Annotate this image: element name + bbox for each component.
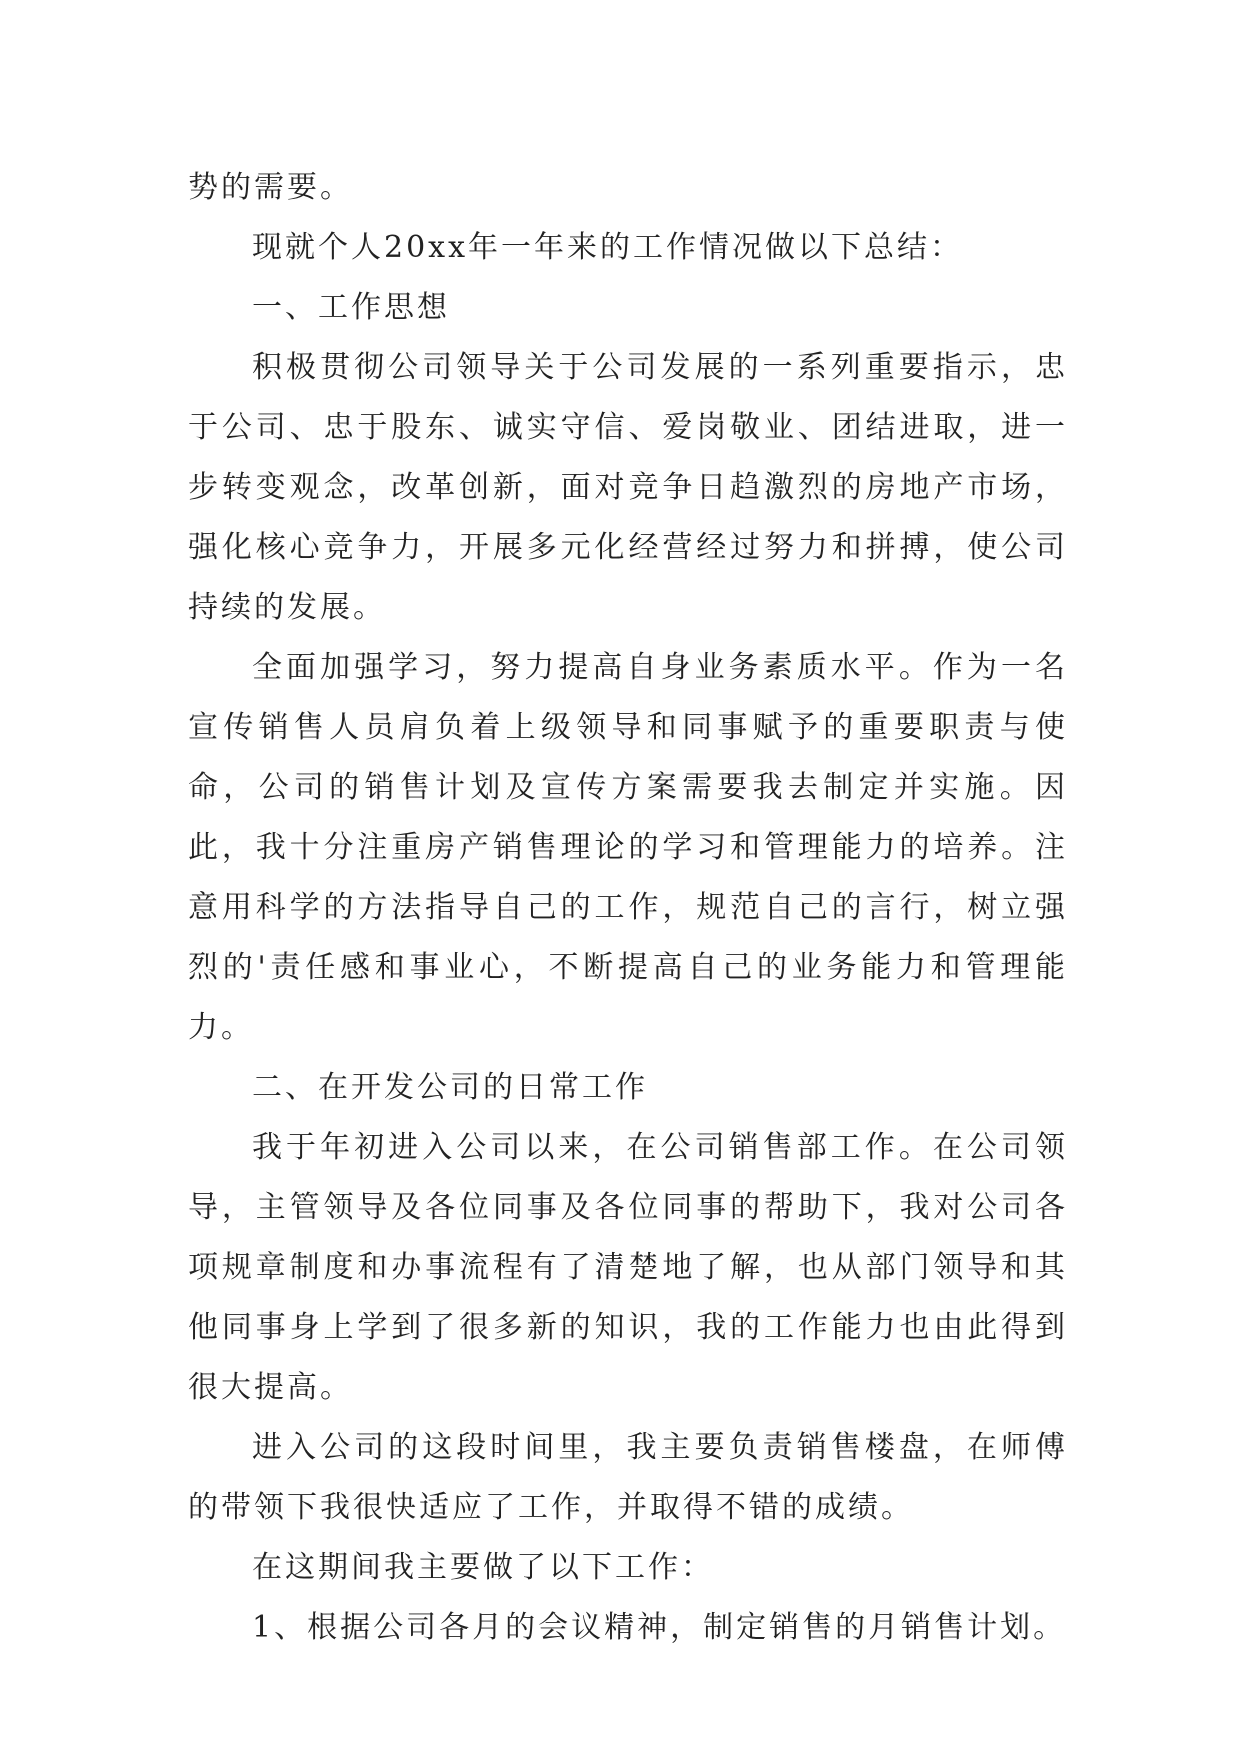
- section-heading-work-thinking: 一、工作思想: [252, 290, 450, 325]
- document-body: [188, 158, 1068, 1658]
- paragraph-work-list-intro: 在这期间我主要做了以下工作：: [252, 1550, 714, 1585]
- paragraph-sales-duty: 进入公司的这段时间里，我主要负责销售楼盘，在师傅的带领下我很快适应了工作，并取得不错的成绩。: [188, 1430, 1068, 1525]
- paragraph-study: 全面加强学习，努力提高自身业务素质水平。作为一名宣传销售人员肩负着上级领导和同事赋予的重要职责与使命，公司的销售计划及宣传方案需要我去制定并实施。因此，我十分注重房产销售理论的学习和管理能力的培养。注意用科学的方法指导自己的工作，规范自己的言行，树立强烈的'责任感和事业心，不断提高自己的业务能力和管理能力。: [188, 650, 1068, 1045]
- paragraph-work-thinking: 积极贯彻公司领导关于公司发展的一系列重要指示，忠于公司、忠于股东、诚实守信、爱岗敬业、团结进取，进一步转变观念，改革创新，面对竞争日趋激烈的房地产市场，强化核心竞争力，开展多元化经营经过努力和拼搏，使公司持续的发展。: [188, 350, 1068, 625]
- section-heading-daily-work: 二、在开发公司的日常工作: [252, 1070, 648, 1105]
- paragraph-continuation: 势的需要。: [188, 170, 353, 205]
- paragraph-intro: 现就个人20xx年一年来的工作情况做以下总结：: [252, 230, 964, 265]
- list-item-1: 1、根据公司各月的会议精神，制定销售的月销售计划。: [252, 1610, 1067, 1645]
- paragraph-joining-company: 我于年初进入公司以来，在公司销售部工作。在公司领导，主管领导及各位同事及各位同事的帮助下，我对公司各项规章制度和办事流程有了清楚地了解，也从部门领导和其他同事身上学到了很多新的知识，我的工作能力也由此得到很大提高。: [188, 1130, 1068, 1405]
